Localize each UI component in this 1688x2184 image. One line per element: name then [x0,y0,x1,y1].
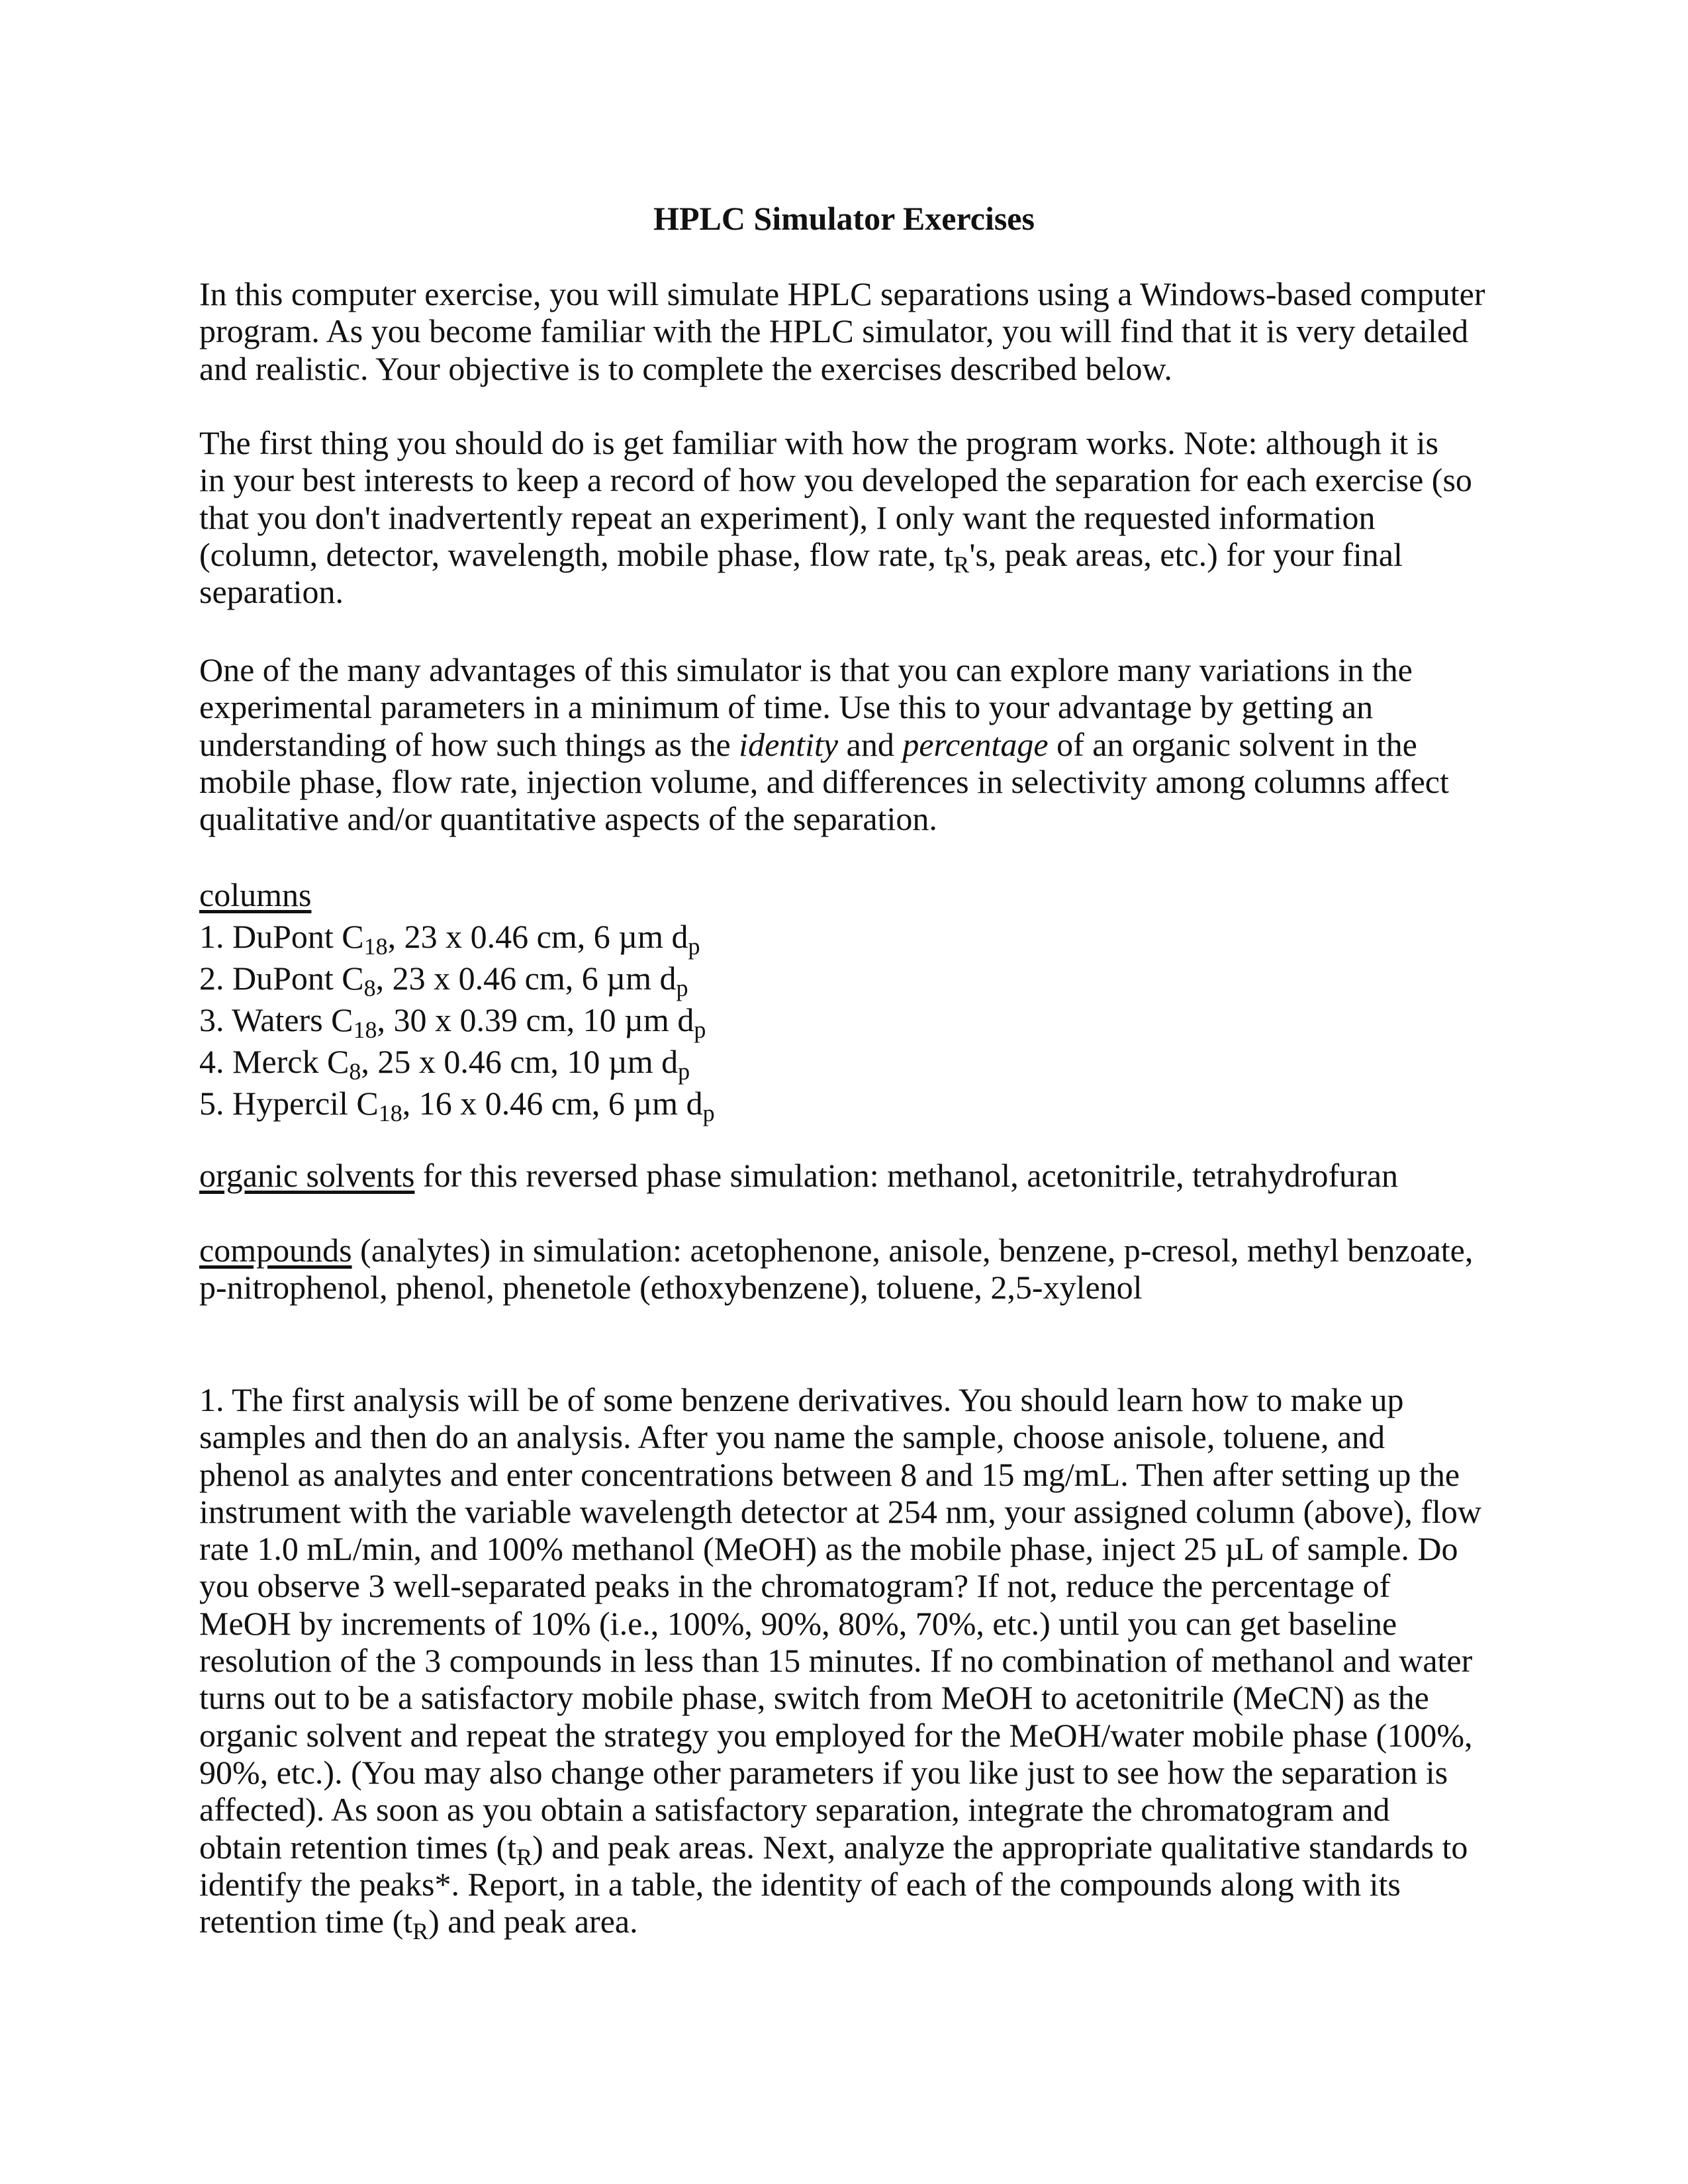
text-segment: identity [739,725,839,763]
text-segment: (analytes) in simulation: acetophenone, anisole, benzene, p-cresol, methyl benzoate, [352,1232,1474,1269]
text-line: In this computer exercise, you will simulate HPLC separations using a Windows-based computer [199,275,1485,312]
subscript: R [412,1918,429,1945]
text-segment: , 23 x 0.46 cm, 6 µm d [375,960,677,997]
text-line [199,1903,1523,1945]
text-segment: (column, detector, wavelength, mobile phase, flow rate, t [199,535,954,573]
text-line [199,958,1523,999]
text-line: phenol as analytes and enter concentrations between 8 and 15 mg/mL. Then after setting up the [199,1455,1460,1493]
text-segment: 3. Waters C [199,1001,353,1038]
text-line: separation. [199,573,344,611]
text-line: p-nitrophenol, phenol, phenetole (ethoxybenzene), toluene, 2,5-xylenol [199,1269,1143,1306]
organic-solvents-paragraph [199,1157,1523,1194]
text-segment: 's, peak areas, etc.) for your final [969,535,1403,573]
subscript: p [688,933,700,960]
text-line: in your best interests to keep a record of how you developed the separation for each exercise (so [199,461,1472,499]
compounds-paragraph [199,1232,1523,1306]
text-line: mobile phase, flow rate, injection volume, and differences in selectivity among columns affect [199,762,1449,800]
subscript: 8 [363,975,376,1001]
text-line [199,1041,1523,1083]
text-line: turns out to be a satisfactory mobile phase, switch from MeOH to acetonitrile (MeCN) as the [199,1679,1429,1717]
subscript: R [953,551,970,578]
page-title: HPLC Simulator Exercises [653,200,1035,237]
text-line: MeOH by increments of 10% (i.e., 100%, 90%, 80%, 70%, etc.) until you can get baseline [199,1604,1397,1642]
subscript: p [702,1100,715,1126]
text-segment: , 23 x 0.46 cm, 6 µm d [387,918,688,955]
text-line: resolution of the 3 compounds in less than 15 minutes. If no combination of methanol and water [199,1642,1473,1680]
subscript: R [516,1843,533,1870]
text-line: and realistic. Your objective is to complete the exercises described below. [199,349,1172,387]
getting-familiar-paragraph [199,424,1523,610]
text-line: affected). As soon as you obtain a satisfactory separation, integrate the chromatogram and [199,1791,1390,1829]
text-segment: obtain retention times (t [199,1828,517,1866]
text-line [199,999,1523,1041]
text-segment: 2. DuPont C [199,960,364,997]
columns-list [199,874,1523,1124]
subscript: 18 [378,1100,402,1126]
text-line: organic solvent and repeat the strategy you employed for the MeOH/water mobile phase (100%, [199,1716,1473,1754]
text-line: identify the peaks*. Report, in a table, the identity of each of the compounds along with its [199,1865,1401,1903]
text-segment: ) and peak area. [428,1903,638,1940]
text-segment: retention time (t [199,1903,413,1940]
subscript: p [678,1058,690,1085]
text-line: program. As you become familiar with the HPLC simulator, you will find that it is very detailed [199,312,1469,350]
text-line: that you don't inadvertently repeat an experiment), I only want the requested information [199,498,1376,536]
text-segment: 1. DuPont C [199,918,364,955]
text-line: rate 1.0 mL/min, and 100% methanol (MeOH) as the mobile phase, inject 25 µL of sample. Do [199,1530,1458,1568]
text-line: you observe 3 well-separated peaks in the chromatogram? If not, reduce the percentage of [199,1567,1391,1605]
text-line: instrument with the variable wavelength detector at 254 nm, your assigned column (above), flow [199,1492,1481,1530]
text-segment: of an organic solvent in the [1048,725,1417,763]
text-line [199,1157,1523,1194]
text-line: One of the many advantages of this simulator is that you can explore many variations in the [199,651,1413,688]
subscript: 8 [349,1058,361,1085]
text-segment: ) and peak areas. Next, analyze the appropriate qualitative standards to [532,1828,1468,1866]
subscript: p [694,1017,706,1043]
text-line [199,1083,1523,1124]
advantages-paragraph [199,651,1523,837]
text-line: The first thing you should do is get familiar with how the program works. Note: although it is [199,424,1438,461]
text-segment: , 30 x 0.39 cm, 10 µm d [377,1001,694,1038]
text-segment: percentage [902,725,1049,763]
text-line [199,1828,1523,1870]
text-segment: for this reversed phase simulation: methanol, acetonitrile, tetrahydrofuran [414,1157,1399,1194]
text-line [199,874,1523,916]
text-segment: 5. Hypercil C [199,1085,379,1122]
subscript: 18 [353,1017,377,1043]
exercise-1-paragraph [199,1381,1523,1945]
text-line [199,916,1523,958]
text-line: 90%, etc.). (You may also change other parameters if you like just to see how the separation is [199,1753,1448,1791]
text-line: qualitative and/or quantitative aspects of the separation. [199,800,937,838]
subscript: p [676,975,688,1001]
text-line [199,1232,1523,1269]
text-line: samples and then do an analysis. After you name the sample, choose anisole, toluene, and [199,1418,1385,1456]
text-segment: , 16 x 0.46 cm, 6 µm d [402,1085,703,1122]
underlined-heading: organic solvents [199,1157,415,1194]
text-line [199,726,1523,763]
text-segment: , 25 x 0.46 cm, 10 µm d [361,1043,679,1080]
underlined-heading: columns [199,876,312,913]
text-line: 1. The first analysis will be of some benzene derivatives. You should learn how to make up [199,1381,1404,1418]
underlined-heading: compounds [199,1232,352,1269]
text-segment: 4. Merck C [199,1043,350,1080]
subscript: 18 [363,933,388,960]
text-segment: and [838,725,903,763]
text-line: experimental parameters in a minimum of time. Use this to your advantage by getting an [199,688,1374,726]
intro-paragraph [199,275,1523,387]
text-segment: understanding of how such things as the [199,725,739,763]
text-line [199,535,1523,578]
